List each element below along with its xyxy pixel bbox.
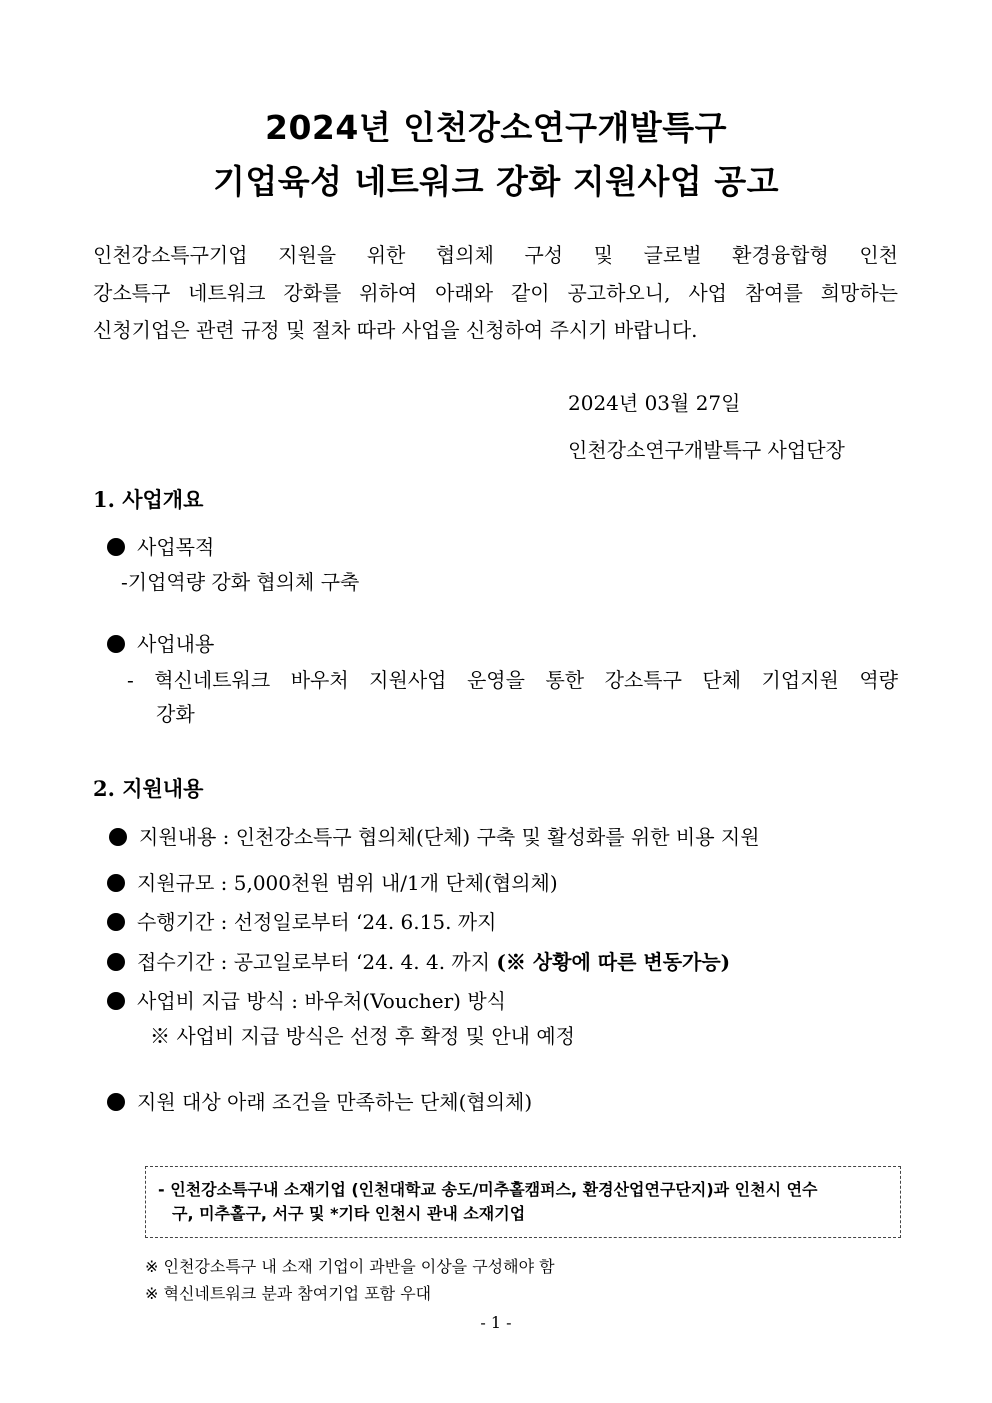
purpose-detail: -기업역량 강화 협의체 구축 — [121, 570, 360, 594]
support-item-text: 지원규모 : 5,000천원 범위 내/1개 단체(협의체) — [137, 871, 558, 895]
support-item-text: 사업비 지급 방식 : 바우처(Voucher) 방식 — [137, 989, 506, 1013]
page-number: - 1 - — [480, 1313, 512, 1332]
eligibility-box — [145, 1166, 901, 1238]
title-line-2: 기업육성 네트워크 강화 지원사업 공고 — [212, 162, 779, 201]
title-line-1: 2024년 인천강소연구개발특구 — [265, 108, 727, 147]
foot-note-1: ※ 인천강소특구 내 소재 기업이 과반을 이상을 구성해야 함 — [145, 1257, 555, 1276]
eligibility-bullet — [107, 1090, 532, 1115]
content-bullet — [107, 632, 214, 657]
bullet-dot-icon — [107, 538, 125, 556]
intro-line-1: 인천강소특구기업 지원을 위한 협의체 구성 및 글로벌 환경융합형 인천 — [93, 243, 898, 267]
purpose-bullet — [107, 535, 214, 560]
intro-line-3: 신청기업은 관련 규정 및 절차 따라 사업을 신청하여 주시기 바랍니다. — [93, 318, 698, 342]
content-label: 사업내용 — [137, 632, 215, 656]
support-item-text: 지원내용 : 인천강소특구 협의체(단체) 구축 및 활성화를 위한 비용 지원 — [139, 825, 760, 849]
foot-note-2: ※ 혁신네트워크 분과 참여기업 포함 우대 — [145, 1284, 432, 1303]
support-item-2 — [107, 871, 558, 896]
content-detail-line-2: 강화 — [156, 702, 195, 726]
eligibility-box-line-2: 구, 미추홀구, 서구 및 *기타 인천시 관내 소재기업 — [172, 1204, 526, 1223]
support-item-3 — [107, 910, 496, 935]
bullet-dot-icon — [109, 828, 127, 846]
bullet-dot-icon — [107, 1093, 125, 1111]
issuer: 인천강소연구개발특구 사업단장 — [568, 438, 845, 462]
payment-note: ※ 사업비 지급 방식은 선정 후 확정 및 안내 예정 — [150, 1024, 575, 1048]
support-item-1 — [109, 825, 760, 850]
bullet-dot-icon — [107, 635, 125, 653]
change-note: (※ 상황에 따른 변동가능) — [496, 950, 731, 974]
support-item-text: 수행기간 : 선정일로부터 ‘24. 6.15. 까지 — [137, 910, 497, 934]
purpose-label: 사업목적 — [137, 535, 215, 559]
bullet-dot-icon — [107, 874, 125, 892]
bullet-dot-icon — [107, 953, 125, 971]
eligibility-box-line-1: - 인천강소특구내 소재기업 (인천대학교 송도/미추홀캠퍼스, 환경산업연구단지)과 인천시 연수 — [158, 1180, 818, 1199]
announcement-date: 2024년 03월 27일 — [568, 391, 741, 415]
support-item-text: 접수기간 : 공고일로부터 ‘24. 4. 4. 까지 — [137, 950, 497, 974]
support-item-5 — [107, 989, 506, 1014]
section-1-heading: 1. 사업개요 — [93, 487, 204, 512]
bullet-dot-icon — [107, 913, 125, 931]
support-item-4 — [107, 950, 730, 975]
bullet-dot-icon — [107, 992, 125, 1010]
eligibility-text: 지원 대상 아래 조건을 만족하는 단체(협의체) — [137, 1090, 533, 1114]
intro-line-2: 강소특구 네트워크 강화를 위하여 아래와 같이 공고하오니, 사업 참여를 희망하는 — [93, 281, 898, 305]
content-detail-line-1: - 혁신네트워크 바우처 지원사업 운영을 통한 강소특구 단체 기업지원 역량 — [127, 668, 898, 692]
section-2-heading: 2. 지원내용 — [93, 776, 204, 801]
